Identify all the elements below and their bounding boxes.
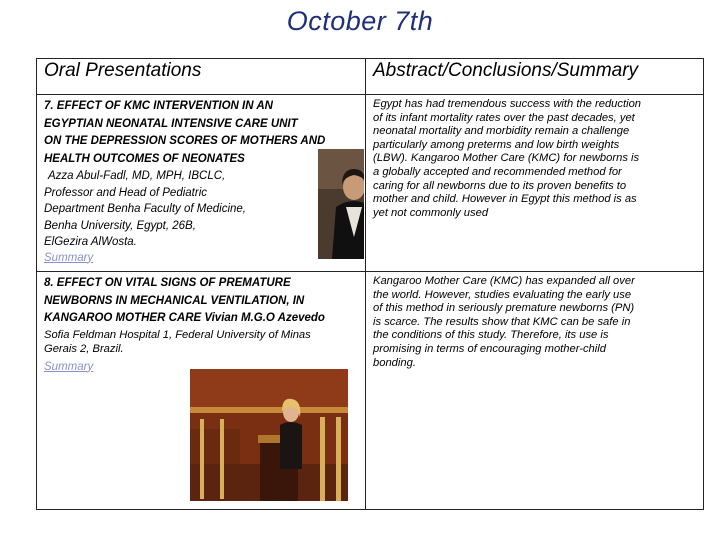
abstract-line: yet not commonly used [373,206,489,219]
abstract-line: a globally accepted and recommended method for [373,165,622,178]
table-row [37,272,704,510]
presentation-title-line: 8. EFFECT ON VITAL SIGNS OF PREMATURE [44,277,291,289]
header-oral-presentations: Oral Presentations [44,60,202,81]
header-cell-right [366,59,704,95]
presentation-cell [37,95,366,272]
abstract-text [367,273,702,370]
table-header-row [37,59,704,95]
abstract-line: bonding. [373,356,416,369]
abstract-line: mother and child. However in Egypt this method is as [373,193,637,206]
abstract-cell [366,95,704,272]
author-line: Gerais 2, Brazil. [44,342,124,355]
presentation-title-line: EGYPTIAN NEONATAL INTENSIVE CARE UNIT [44,117,298,130]
presentation-title-line: ON THE DEPRESSION SCORES OF MOTHERS AND [44,135,326,147]
presenter-photo [190,369,348,501]
presentation-cell [37,272,366,510]
presentation-title-line: KANGAROO MOTHER CARE Vivian M.G.O Azevedo [44,312,325,324]
abstract-text [367,96,702,220]
presentation-title-line: 7. EFFECT OF KMC INTERVENTION IN AN [44,100,273,112]
header-cell-left [37,59,366,95]
abstract-line: particularly among preterms and low birth weights [373,138,620,151]
header-abstract-summary: Abstract/Conclusions/Summary [373,60,639,81]
abstract-line: Kangaroo Mother Care (KMC) has expanded all over [373,275,635,287]
abstract-line: the conditions of this study. Therefore, its use is [373,329,609,342]
author-line: Sofia Feldman Hospital 1, Federal University of Minas [44,328,311,341]
summary-link[interactable]: Summary [44,251,94,264]
presentations-table [36,58,704,510]
author-line: Professor and Head of Pediatric [44,186,208,199]
abstract-line: (LBW). Kangaroo Mother Care (KMC) for newborns is [373,152,640,165]
author-line: Azza Abul-Fadl, MD, MPH, IBCLC, [48,170,226,182]
abstract-cell [366,272,704,510]
abstract-line: is scarce. The results show that KMC can be safe in [373,315,631,328]
presenter-photo-image [190,369,348,501]
abstract-line: caring for all newborns due to its proven benefits to [373,179,627,192]
author-line: Benha University, Egypt, 26B, [44,219,196,232]
summary-link[interactable]: Summary [44,360,94,373]
presenter-photo-image [318,149,364,259]
abstract-line: of its infant mortality rates over the past decades, yet [373,111,635,124]
abstract-line: Egypt has had tremendous success with the reduction [373,98,642,110]
presenter-photo [318,149,364,259]
abstract-line: the world. However, studies evaluating the early use [373,288,632,301]
author-line: Department Benha Faculty of Medicine, [44,203,246,215]
abstract-line: promising in terms of encouraging mother-child [373,342,606,355]
abstract-line: of this method in seriously premature newborns (PN) [373,302,635,315]
presentation-title-line: NEWBORNS IN MECHANICAL VENTILATION, IN [44,294,305,307]
author-line: ElGezira AlWosta. [44,236,137,248]
abstract-line: neonatal mortality and morbidity remain a challenge [373,125,630,138]
slide-title: October 7th [286,6,434,36]
presentation-title-line: HEALTH OUTCOMES OF NEONATES [44,152,245,165]
table-row [37,95,704,272]
